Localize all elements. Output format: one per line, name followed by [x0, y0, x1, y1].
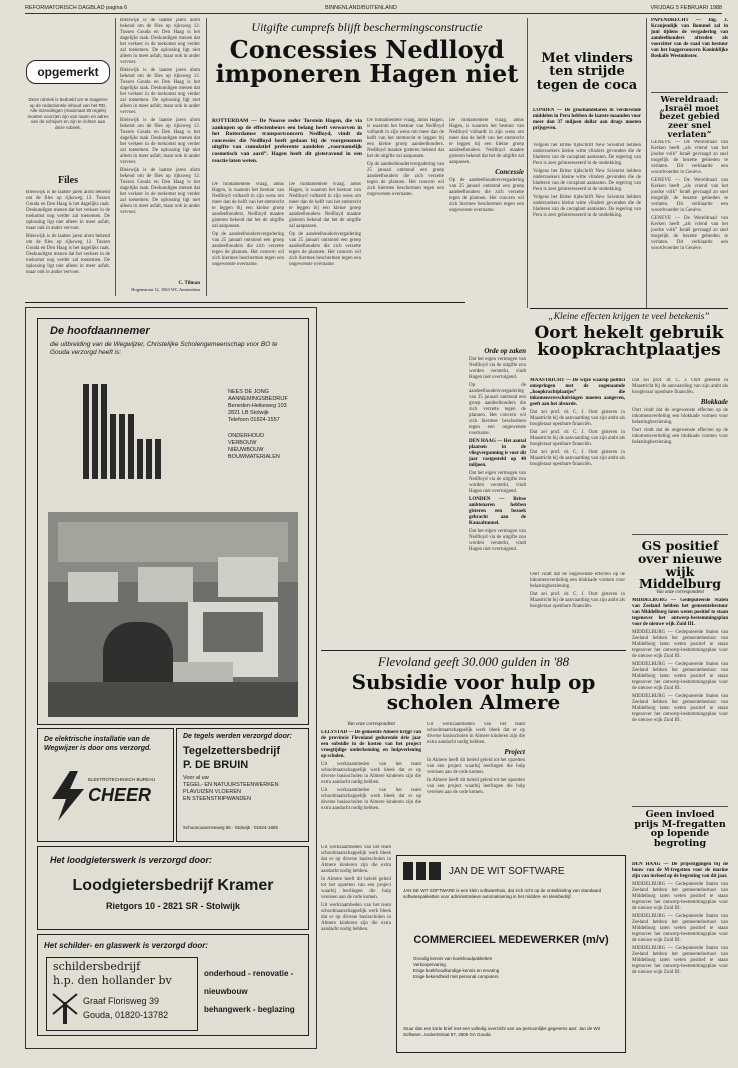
- debruin-list-4: EN STEENSTRIPWANDEN: [183, 796, 251, 802]
- gs-byline: Van onze correspondent: [656, 590, 704, 595]
- mfregatten-text-2: MIDDELBURG — Gedeputeerde Staten van Zeeland hebben het gemeentebestuur van Middelburg laten weten positief te staan tegenover het ontwerp-bestemmingsplan voor de nieuwe wijk Zuid III.: [632, 914, 728, 943]
- schilder-address: Graaf Florisweg 39: [83, 996, 160, 1006]
- wereldraad-text-2: GENEVE — De Wereldraad van Kerken heeft „als vriend van het joodse volk” Israël gevraagd zo snel mogelijk de bezette gebieden te verlaten. Dit verklaarde een woordvoerder in Genève.: [651, 178, 728, 213]
- flevoland-text-5: In Almere heeft dit beleid geleid tot het opzetten van een project waarbij leerlingen die hulp vereisen aan de orde komen.: [427, 778, 525, 795]
- software-list-1: Grondig kennis van boekhoudpakketten: [413, 956, 493, 961]
- files-text: Bleiswijk is de laatste jaren alom bekend om de files op rijksweg 12. Tussen Gouda en Den Haag is het dagelijks raak. Deskundigen menen dat het verkeer in de toekomst nog verder zal toenemen. De oplossing ligt niet alleen in meer asfalt, maar ook in ander vervoer.: [26, 190, 110, 231]
- nedlloyd-text-e: De fundamentele vraag, aldus Hagen, is waarom het bestuur van Nedlloyd volhardt in zijn wens om meer dan de helft van het stemrecht te leggen bij een kleine groep aandeelhouders. Nedlloyd maakte gisteren bekend dat het de uitgifte zal aanpassen.: [367, 118, 444, 159]
- debruin-ad: [176, 728, 309, 842]
- nedlloyd-headline: Concessies Nedlloyd imponeren Hagen niet: [215, 35, 519, 89]
- nedlloyd-col4: [449, 118, 524, 294]
- oort-text-1: Dat zei prof. dr. C. J. Oort gisteren in Maastricht bij de aanvaarding van zijn ambt als hoogleraar openbare financiën.: [530, 410, 625, 427]
- oort-headline: Oort hekelt gebruik koopkrachtplaatjes: [534, 323, 724, 361]
- opgemerkt-intro: Deze rubriek is bedoeld om te reageren op de redactionele inhoud van het RD. Alle inzendingen (maximaal 30 regels) moeten voorzien zijn van naam en adres van de schrijver en zijn te richten aan deze rubriek.: [27, 97, 109, 130]
- hoofdaannemer-subtitle: die uitbreiding van de Wegwijzer, Christelijke Scholengemeenschap voor BO te Gouda verzorgd heeft is:: [50, 341, 278, 356]
- windmill-icon: [51, 992, 79, 1024]
- flevoland-text-1: Uit werkzaamheden van het team schoolmaatschappelijk werk bleek dat er op diverse basisscholen in Almere kinderen zijn die extra aandacht nodig hebben.: [321, 762, 421, 785]
- files-signature: C. Tilman: [178, 281, 200, 286]
- loodgieter-title: Het loodgieterswerk is verzorgd door:: [50, 855, 213, 865]
- gs-lead: MIDDELBURG — Gedeputeerde Staten van Zeeland hebben het gemeentebestuur van Middelburg laten weten positief te staan tegenover het ontwerp-bestemmingsplan voor de nieuwe wijk Zuid III.: [632, 598, 728, 627]
- nees-service-3: NIEUWBOUW: [228, 447, 264, 453]
- oort-text-4: Dat zei prof. dr. C. J. Oort gisteren in Maastricht bij de aanvaarding van zijn ambt als hoogleraar openbare financiën.: [632, 378, 728, 395]
- nees-phone: Telefoon 01824-1557: [228, 417, 280, 423]
- nedlloyd-text-f: Op de aandeelhoudersvergadering van 25 januari ontstond een groep aandeelhouders die zich verzette tegen de plannen. Het concern wil zich hiermee beschermen tegen een ongewenste overname.: [367, 162, 444, 197]
- debruin-list-3: PLAVUIZEN VLOEREN: [183, 789, 241, 795]
- debruin-list-2: TEGEL- EN NATUURSTEENWERKEN: [183, 782, 279, 788]
- oort-text-7: Oort vindt dat de ongewenste effecten op de inkomensverdeling een blokkade vormen voor belastingherziening.: [530, 572, 625, 589]
- flevoland-sub-project: Project: [504, 748, 525, 756]
- flevoland-text-4: In Almere heeft dit beleid geleid tot het opzetten van een project waarbij leerlingen die hulp vereisen aan de orde komen.: [427, 758, 525, 775]
- nedlloyd-sub-concessie: Concessie: [495, 168, 524, 176]
- opgemerkt-logo: opgemerkt: [26, 60, 110, 84]
- masthead-date: VRIJDAG 5 FEBRUARI 1988: [650, 5, 722, 11]
- cheer-name: CHEER: [88, 785, 152, 805]
- software-list-2: Verkoopervaring: [413, 962, 446, 967]
- orde-text-4: Dat het eigen vermogen van Nedlloyd via de uitgifte zou worden versterkt, vindt Hagen niet overtuigend.: [469, 529, 526, 552]
- vlinders-lead: [533, 108, 641, 140]
- debruin-company: Tegelzettersbedrijf: [183, 745, 280, 757]
- debruin-address: Schoonouwenseweg 56 · Stolwijk · 01824-1865: [183, 825, 279, 830]
- cheer-title: De elektrische installatie van de Wegwijzer is door ons verzorgd.: [44, 736, 152, 752]
- oort-col1-lower: [530, 572, 625, 647]
- nedlloyd-lead-text: ROTTERDAM — De Noorse reder Torstein Hagen, die via aankopen op de effectenbeurs een belang heeft verworven in het Rotterdamse transportconcern Nedlloyd, vindt de concessies die Nedlloyd heeft gedaan bij de voorgenomen uitgifte van cumulatief preferente aandelen „voornamelijk cosmetisch van aard”. Hagen heeft dit gisteravond in een reactie laten weten.: [212, 118, 362, 164]
- nees-company: NEES DE JONG AANNEMINGSBEDRIJF: [228, 389, 288, 402]
- oort-text-6: Oort vindt dat de ongewenste effecten op de inkomensverdeling een blokkade vormen voor belastingherziening.: [632, 428, 728, 445]
- nees-de-jong-logo-icon: [78, 379, 198, 489]
- gs-text-1: MIDDELBURG — Gedeputeerde Staten van Zeeland hebben het gemeentebestuur van Middelburg laten weten positief te staan tegenover het ontwerp-bestemmingsplan voor de nieuwe wijk Zuid III.: [632, 630, 728, 659]
- nedlloyd-lead: [212, 118, 362, 176]
- files-title: Files: [58, 175, 78, 186]
- orde-op-zaken-column: [469, 345, 526, 645]
- vlinders-text-1: Volgens het Britse tijdschrift New Scientist hebben onderzoekers kleine witte vlinders gevonden die de bladeren van de cocaplant aantasten. De regering van Peru is zeer geïnteresseerd in de ontdekking.: [533, 143, 641, 166]
- gs-text-2: MIDDELBURG — Gedeputeerde Staten van Zeeland hebben het gemeentebestuur van Middelburg laten weten positief te staan tegenover het ontwerp-bestemmingsplan voor de nieuwe wijk Zuid III.: [632, 662, 728, 691]
- files-address: Hogenstraat 12, 1063 WC Amsterdam: [131, 287, 200, 292]
- flevoland-kicker: Flevoland geeft 30.000 gulden in '88: [377, 654, 570, 669]
- masthead: [25, 3, 722, 14]
- hoofdaannemer-ad: [37, 318, 309, 725]
- flevoland-text-2: Uit werkzaamheden van het team schoolmaatschappelijk werk bleek dat er op diverse basisscholen in Almere kinderen zijn die extra aandacht nodig hebben.: [321, 788, 421, 811]
- flevoland-lead: [321, 730, 421, 835]
- orde-text-2: Op de aandeelhoudersvergadering van 25 januari ontstond een groep aandeelhouders die zich verzette tegen de plannen. Het concern wil zich hiermee beschermen tegen een ongewenste overname.: [469, 383, 526, 436]
- loodgieter-ad: [37, 846, 309, 930]
- nedlloyd-text-a: De fundamentele vraag, aldus Hagen, is waarom het bestuur van Nedlloyd volhardt in zijn wens om meer dan de helft van het stemrecht te leggen bij een kleine groep aandeelhouders. Nedlloyd maakte gisteren bekend dat het de uitgifte zal aanpassen.: [212, 182, 284, 229]
- software-list: [413, 956, 499, 980]
- nedlloyd-col3: [367, 118, 444, 294]
- debruin-title: De tegels werden verzorgd door:: [183, 733, 292, 740]
- debruin-list-1: Voor al uw: [183, 775, 209, 781]
- nees-services: [228, 433, 280, 461]
- nees-service-2: VERBOUW: [228, 440, 257, 446]
- cheer-sub: ELEKTROTECHNISCH BUREAU: [88, 777, 156, 782]
- oort-text-5: Oort vindt dat de ongewenste effecten op de inkomensverdeling een blokkade vormen voor belastingherziening.: [632, 408, 728, 425]
- schilder-ad: [37, 934, 309, 1036]
- flevoland-text-3: Uit werkzaamheden van het team schoolmaatschappelijk werk bleek dat er op diverse basisscholen in Almere kinderen zijn die extra aandacht nodig hebben.: [427, 722, 525, 745]
- wereldraad-headline: Wereldraad: „Israël moet bezet gebied zeer snel verlaten”: [659, 95, 720, 140]
- orde-op-zaken-sub: Orde op zaken: [484, 347, 526, 355]
- flevoland-text-8: Uit werkzaamheden van het team schoolmaatschappelijk werk bleek dat er op diverse basisscholen in Almere kinderen zijn die extra aandacht nodig hebben.: [321, 903, 391, 932]
- nees-service-1: ONDERHOUD: [228, 433, 265, 439]
- oort-sub-blokkade: Blokkade: [700, 398, 728, 406]
- schilder-name-2: h.p. den hollander bv: [53, 974, 172, 987]
- software-list-3: Enige boekhoudkundige kennis en ervaring: [413, 968, 500, 973]
- orde-text-3: Dat het eigen vermogen van Nedlloyd via de uitgifte zou worden versterkt, vindt Hagen niet overtuigend.: [469, 471, 526, 494]
- orde-brief-denhaag: DEN HAAG — Het aantal plaatsen in de vliegvergunning is voor dit jaar vastgesteld op 40 miljoen.: [469, 439, 526, 468]
- nees-service-4: BOUWMATERIALEN: [228, 454, 280, 460]
- files-article: [26, 190, 110, 280]
- orde-text-1: Dat het eigen vermogen van Nedlloyd via de uitgifte zou worden versterkt, vindt Hagen niet overtuigend.: [469, 357, 526, 380]
- mfregatten-lead: DEN HAAG — De prijsstijgingen bij de bouw van de M-fregatten voor de marine zijn van invloed op de begroting van dit jaar.: [632, 862, 728, 879]
- software-footer: Stuur dan een korte brief met een volledig overzicht van uw persoonlijke gegevens aan: Jan de Wit Software, Joubertstraat 67, 2806 GA Gouda.: [403, 1026, 600, 1037]
- oort-text-3: Dat zei prof. dr. C. J. Oort gisteren in Maastricht bij de aanvaarding van zijn ambt als hoogleraar openbare financiën.: [530, 450, 625, 467]
- flevoland-lead-text: LELYSTAD — De gemeente Almere krijgt van de provincie Flevoland gedurende drie jaar een subsidie in de kosten van het project vroegtijdige onderkenning en hulpverlening op scholen.: [321, 730, 421, 759]
- schilder-name-1: schildersbedrijf: [53, 960, 141, 973]
- mfregatten-headline: Geen invloed prijs M-fregatten op lopende begroting: [634, 809, 726, 850]
- wereldraad-text-1: GENEVE — De Wereldraad van Kerken heeft „als vriend van het joodse volk” Israël gevraagd zo snel mogelijk de bezette gebieden te verlaten. Dit verklaarde een woordvoerder in Genève.: [651, 140, 728, 175]
- wereldraad-text-3: GENEVE — De Wereldraad van Kerken heeft „als vriend van het joodse volk” Israël gevraagd zo snel mogelijk de bezette gebieden te verlaten. Dit verklaarde een woordvoerder in Genève.: [651, 216, 728, 251]
- vlinders-text-3: Volgens het Britse tijdschrift New Scientist hebben onderzoekers kleine witte vlinders gevonden die de bladeren van de cocaplant aantasten. De regering van Peru is zeer geïnteresseerd in de ontdekking.: [533, 195, 641, 218]
- loodgieter-name: Loodgietersbedrijf Kramer: [72, 877, 274, 894]
- orde-brief-londen: LONDEN — Britse ambtenaren hebben gisteren een bezoek gebracht aan de Kanaaltunnel.: [469, 497, 526, 526]
- debruin-name: P. DE BRUIN: [183, 759, 249, 771]
- oort-text-2: Dat zei prof. dr. C. J. Oort gisteren in Maastricht bij de aanvaarding van zijn ambt als hoogleraar openbare financiën.: [530, 430, 625, 447]
- vlinders-body: [533, 143, 641, 303]
- nedlloyd-col2: [289, 182, 361, 294]
- mfregatten-body: [632, 862, 728, 1052]
- nedlloyd-text-g: De fundamentele vraag, aldus Hagen, is waarom het bestuur van Nedlloyd volhardt in zijn wens om meer dan de helft van het stemrecht te leggen bij een kleine groep aandeelhouders. Nedlloyd maakte gisteren bekend dat het de uitgifte zal aanpassen.: [449, 118, 524, 165]
- gs-text-3: MIDDELBURG — Gedeputeerde Staten van Zeeland hebben het gemeentebestuur van Middelburg laten weten positief te staan tegenover het ontwerp-bestemmingsplan voor de nieuwe wijk Zuid III.: [632, 694, 728, 723]
- files-continuation-text: Bleiswijk is de laatste jaren alom bekend om de files op rijksweg 12. Tussen Gouda en Den Haag is het dagelijks raak. Deskundigen menen dat het verkeer in de toekomst nog verder zal toenemen. De oplossing ligt niet alleen in meer asfalt, maar ook in ander vervoer.: [120, 18, 200, 65]
- files-continuation-text-2: Bleiswijk is de laatste jaren alom bekend om de files op rijksweg 12. Tussen Gouda en Den Haag is het dagelijks raak. Deskundigen menen dat het verkeer in de toekomst nog verder zal toenemen. De oplossing ligt niet alleen in meer asfalt, maar ook in ander vervoer.: [120, 68, 200, 115]
- lightning-bolt-icon: [48, 771, 88, 821]
- files-continuation-text-4: Bleiswijk is de laatste jaren alom bekend om de files op rijksweg 12. Tussen Gouda en Den Haag is het dagelijks raak. Deskundigen menen dat het verkeer in de toekomst nog verder zal toenemen. De oplossing ligt niet alleen in meer asfalt, maar ook in ander vervoer.: [120, 168, 200, 215]
- nees-city: 2821 LB Stolwijk: [228, 410, 269, 416]
- debruin-list: [183, 775, 279, 803]
- flevoland-text-6: Uit werkzaamheden van het team schoolmaatschappelijk werk bleek dat er op diverse basisscholen in Almere kinderen zijn die extra aandacht nodig hebben.: [321, 845, 391, 874]
- schilder-services: [204, 965, 295, 1019]
- nedlloyd-text-d: Op de aandeelhoudersvergadering van 25 januari ontstond een groep aandeelhouders die zich verzette tegen de plannen. Het concern wil zich hiermee beschermen tegen een ongewenste overname.: [289, 232, 361, 267]
- software-list-4: Enige bekendheid met personal computers: [413, 974, 499, 979]
- schilder-service-3: behangwerk - beglazing: [204, 1005, 295, 1014]
- schilder-title: Het schilder- en glaswerk is verzorgd door:: [44, 941, 209, 950]
- nedlloyd-text-b: Op de aandeelhoudersvergadering van 25 januari ontstond een groep aandeelhouders die zich verzette tegen de plannen. Het concern wil zich hiermee beschermen tegen een ongewenste overname.: [212, 232, 284, 267]
- hoofdaannemer-title: De hoofdaannemer: [50, 325, 150, 337]
- flevoland-col2: [427, 722, 525, 835]
- nees-address: Beneden-Heikeweg 103: [228, 403, 287, 409]
- oort-lead: MAASTRICHT — De wijze waarop politici omspringen met de zogenaamde „koopkrachtplaatjes” die inkomensverschuivingen moeten aangeven, geeft aan het absurde.: [530, 378, 625, 407]
- nees-company-block: [228, 389, 308, 424]
- schilder-service-1: onderhoud - renovatie -: [204, 969, 294, 978]
- oort-kicker: „Kleine effecten krijgen te veel betekenis”: [548, 312, 710, 322]
- flevoland-text-7: In Almere heeft dit beleid geleid tot het opzetten van een project waarbij leerlingen die hulp vereisen aan de orde komen.: [321, 877, 391, 900]
- mfregatten-text-1: MIDDELBURG — Gedeputeerde Staten van Zeeland hebben het gemeentebestuur van Middelburg laten weten positief te staan tegenover het ontwerp-bestemmingsplan voor de nieuwe wijk Zuid III.: [632, 882, 728, 911]
- mfregatten-text-3: MIDDELBURG — Gedeputeerde Staten van Zeeland hebben het gemeentebestuur van Middelburg laten weten positief te staan tegenover het ontwerp-bestemmingsplan voor de nieuwe wijk Zuid III.: [632, 946, 728, 975]
- software-intro: JAN DE WIT SOFTWARE is een klein softwarehuis, dat zich richt op de ontwikkeling van standaard softwarepakketten voor administratieve automatisering in het midden- en kleinbedrijf.: [403, 888, 602, 899]
- flevoland-continuation: [321, 845, 391, 1045]
- loodgieter-address: Rietgors 10 - 2821 SR - Stolwijk: [105, 901, 241, 911]
- nedlloyd-kicker: Uitgifte cumprefs blijft beschermingsconstructie: [251, 20, 483, 34]
- cheer-ad: [37, 728, 174, 842]
- schilder-logo-box: [46, 957, 198, 1031]
- oort-col2: [632, 378, 728, 530]
- files-continuation: [120, 18, 200, 280]
- gs-body: [632, 598, 728, 798]
- nedlloyd-text-h: Op de aandeelhoudersvergadering van 25 januari ontstond een groep aandeelhouders die zich verzette tegen de plannen. Het concern wil zich hiermee beschermen tegen een ongewenste overname.: [449, 178, 524, 213]
- schilder-service-2: nieuwbouw: [204, 987, 248, 996]
- software-title: COMMERCIEEL MEDEWERKER (m/v): [413, 934, 609, 946]
- gs-headline: GS positief over nieuwe wijk Middelburg: [637, 538, 723, 592]
- files-text-2: Bleiswijk is de laatste jaren alom bekend om de files op rijksweg 12. Tussen Gouda en Den Haag is het dagelijks raak. Deskundigen menen dat het verkeer in de toekomst nog verder zal toenemen. De oplossing ligt niet alleen in meer asfalt, maar ook in ander vervoer.: [26, 234, 110, 275]
- nedlloyd-col1: [212, 182, 284, 294]
- wereldraad-body: [651, 140, 728, 305]
- flevoland-byline: Van onze correspondent: [347, 722, 395, 727]
- vlinders-text-2: Volgens het Britse tijdschrift New Scientist hebben onderzoekers kleine witte vlinders gevonden die de bladeren van de cocaplant aantasten. De regering van Peru is zeer geïnteresseerd in de ontdekking.: [533, 169, 641, 192]
- masthead-center: BINNENLAND/BUITENLAND: [325, 5, 397, 11]
- software-ad: [396, 855, 626, 1053]
- classroom-photo: [48, 512, 298, 717]
- jdw-logo-icon: [403, 862, 441, 880]
- files-continuation-text-3: Bleiswijk is de laatste jaren alom bekend om de files op rijksweg 12. Tussen Gouda en Den Haag is het dagelijks raak. Deskundigen menen dat het verkeer in de toekomst nog verder zal toenemen. De oplossing ligt niet alleen in meer asfalt, maar ook in ander vervoer.: [120, 118, 200, 165]
- flevoland-headline: Subsidie voor hulp op scholen Almere: [351, 670, 596, 715]
- oort-col1: [530, 378, 625, 568]
- papendrecht-article: [651, 18, 728, 88]
- nedlloyd-text-c: De fundamentele vraag, aldus Hagen, is waarom het bestuur van Nedlloyd volhardt in zijn wens om meer dan de helft van het stemrecht te leggen bij een kleine groep aandeelhouders. Nedlloyd maakte gisteren bekend dat het de uitgifte zal aanpassen.: [289, 182, 361, 229]
- software-brand: JAN DE WIT SOFTWARE: [449, 866, 565, 877]
- papendrecht-text: PAPENDRECHT — Ing. J. Kranjendijk van Bommel zal in juni tijdens de vergadering van aandeelhouders aftreden als voorzitter van de raad van bestuur van het baggerconcern Koninklijke Boskalis Westminster.: [651, 18, 728, 59]
- vlinders-lead-text: LONDEN — De grootlandelaren in verdovende middelen in Peru hebben de laatste maanden voor meer dan 37 miljoen dollar aan drugs moeten prijsgeven.: [533, 108, 641, 131]
- oort-text-8: Dat zei prof. dr. C. J. Oort gisteren in Maastricht bij de aanvaarding van zijn ambt als hoogleraar openbare financiën.: [530, 592, 625, 609]
- vlinders-headline: Met vlinders ten strijde tegen de coca: [536, 51, 638, 93]
- schilder-city: Gouda, 01820-13782: [83, 1010, 169, 1020]
- masthead-left: REFORMATORISCH DAGBLAD pagina 6: [25, 5, 128, 11]
